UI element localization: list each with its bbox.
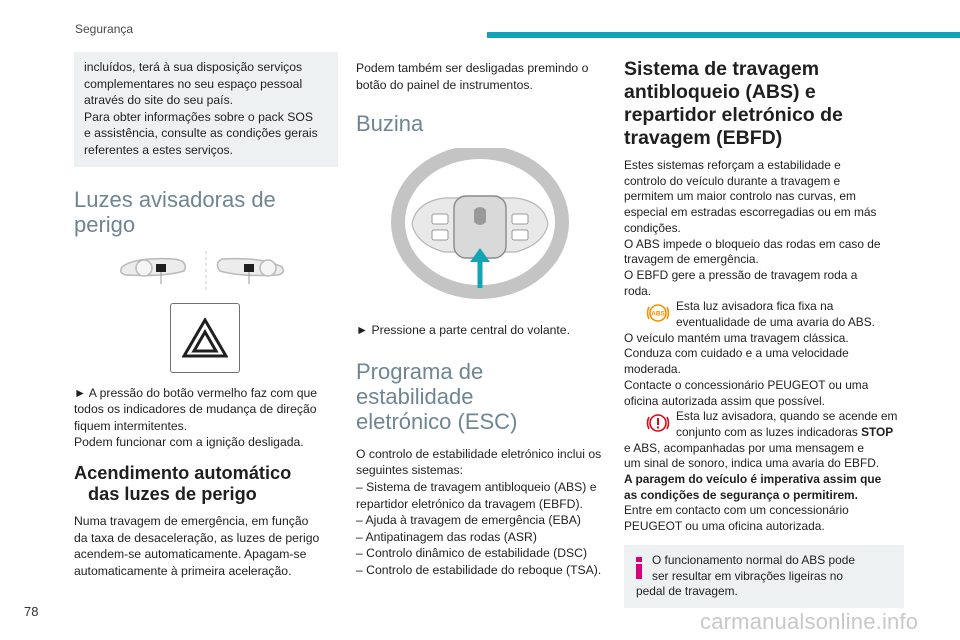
text-line: roda. xyxy=(624,283,652,298)
text-line: condições. xyxy=(624,220,681,235)
text-line: fiquem intermitentes. xyxy=(74,418,188,433)
text-line: da taxa de desaceleração, as luzes de perigo xyxy=(74,530,320,545)
text-fragment: conjunto com as luzes indicadoras xyxy=(676,424,862,439)
text-line: ser resultar em vibrações ligeiras no xyxy=(652,568,843,583)
title-line: Luzes avisadoras de xyxy=(74,186,276,212)
list-item: – Ajuda à travagem de emergência (EBA) xyxy=(356,513,581,528)
title-line: Sistema de travagem xyxy=(624,58,820,80)
abs-icon-label: ABS xyxy=(651,310,665,318)
auto-hazard-title xyxy=(74,463,338,505)
abs-ebfd-title xyxy=(624,58,904,150)
info-line: complementares no seu espaço pessoal xyxy=(84,76,303,91)
title-line: das luzes de perigo xyxy=(88,483,257,504)
info-line: Para obter informações sobre o pack SOS xyxy=(84,109,313,124)
title-line: Programa de estabilidade xyxy=(356,358,484,409)
text-line: todos os indicadores de mudança de direção xyxy=(74,402,317,417)
header-accent-bar xyxy=(487,32,960,38)
text-line: Entre em contacto com um concessionário xyxy=(624,503,849,518)
text-line: as condições de segurança o permitirem. xyxy=(624,487,858,502)
text-line: Contacte o concessionário PEUGEOT ou uma xyxy=(624,377,869,392)
horn-instruction: ► Pressione a parte central do volante. xyxy=(356,323,570,338)
text-line: Numa travagem de emergência, em função xyxy=(74,513,309,528)
list-item: – Controlo dinâmico de estabilidade (DSC) xyxy=(356,546,588,561)
column-right xyxy=(624,58,904,608)
column-middle xyxy=(356,60,606,579)
text-line: Podem também ser desligadas premindo o xyxy=(356,61,589,75)
text-line: especial em estradas escorregadias ou em más xyxy=(624,205,877,220)
text-line: botão do painel de instrumentos. xyxy=(356,77,533,92)
brake-warning-icon xyxy=(646,411,670,435)
info-line: através do site do seu país. xyxy=(84,93,234,108)
esc-title xyxy=(356,359,606,434)
horn-title: Buzina xyxy=(356,111,424,137)
text-line: travagem de emergência. xyxy=(624,252,759,267)
text-line: eventualidade de uma avaria do ABS. xyxy=(676,315,875,330)
abs-note-box xyxy=(624,545,904,608)
text-line: O veículo mantém uma travagem clássica. xyxy=(624,330,849,345)
intro-text xyxy=(356,60,606,93)
info-line: e assistência, consulte as condições gerais xyxy=(84,126,318,141)
column-left xyxy=(74,52,338,579)
hazard-button-icon xyxy=(170,303,240,373)
text-line: um sinal de sonoro, indica uma avaria do EBFD. xyxy=(624,456,880,471)
abs-warning-icon xyxy=(646,301,670,325)
title-line: travagem (EBFD) xyxy=(624,127,783,149)
text-line: acendem-se automaticamente. Apagam-se xyxy=(74,547,307,562)
hazard-instructions xyxy=(74,385,338,451)
info-line: incluídos, terá à sua disposição serviços xyxy=(84,60,303,74)
info-line: referentes a estes serviços. xyxy=(84,142,234,157)
watermark: carmanualsonline.info xyxy=(700,609,919,634)
text-line: O funcionamento normal do ABS pode xyxy=(652,552,855,567)
auto-hazard-text xyxy=(74,513,338,579)
ebfd-warning-row xyxy=(624,409,904,440)
title-line: repartidor eletrónico de xyxy=(624,104,843,126)
text-line: Podem funcionar com a ignição desligada. xyxy=(74,435,304,450)
text-line: controlo do veículo durante a travagem e xyxy=(624,173,841,188)
text-line: automaticamente à primeira aceleração. xyxy=(74,563,292,578)
abs-after-text xyxy=(624,331,904,410)
text-line: oficina autorizada assim que possível. xyxy=(624,393,825,408)
list-item: repartidor eletrónico da travagem (EBFD). xyxy=(356,496,583,511)
abs-body xyxy=(624,158,904,299)
text-line: e ABS, acompanhadas por uma mensagem e xyxy=(624,440,864,455)
text-line: permitem um maior controlo nas curvas, em xyxy=(624,189,856,204)
title-line: eletrónico (ESC) xyxy=(356,408,518,434)
sos-info-box xyxy=(74,52,338,167)
hazard-lights-title xyxy=(74,187,338,237)
title-line: Acendimento automático xyxy=(74,462,292,483)
text-line: O ABS impede o bloqueio das rodas em caso de xyxy=(624,236,881,251)
dashboard-hazard-location-illustration xyxy=(74,247,338,295)
title-line: antibloqueio (ABS) e xyxy=(624,81,816,103)
text-line: Esta luz avisadora, quando se acende em xyxy=(676,409,898,424)
esc-list xyxy=(356,479,606,579)
esc-intro xyxy=(356,446,606,479)
text-line: ► A pressão do botão vermelho faz com que xyxy=(74,385,318,400)
text-line: moderada. xyxy=(624,362,681,377)
text-line: PEUGEOT ou uma oficina autorizada. xyxy=(624,519,825,534)
text-line: O controlo de estabilidade eletrónico inclui os xyxy=(356,446,602,461)
info-icon xyxy=(636,557,642,579)
title-line: perigo xyxy=(74,211,136,237)
steering-wheel-horn-illustration xyxy=(356,148,606,308)
ebfd-after-text xyxy=(624,441,904,535)
header-section-label: Segurança xyxy=(75,22,134,36)
list-item: – Controlo de estabilidade do reboque (TSA). xyxy=(356,562,602,577)
text-line: Estes sistemas reforçam a estabilidade e xyxy=(624,158,841,172)
list-item: – Sistema de travagem antibloqueio (ABS) e xyxy=(356,479,597,494)
text-line: seguintes sistemas: xyxy=(356,463,464,478)
text-line: Esta luz avisadora fica fixa na xyxy=(676,299,834,314)
list-item: – Antipatinagem das rodas (ASR) xyxy=(356,529,537,544)
stop-keyword: STOP xyxy=(861,424,894,439)
text-line xyxy=(676,425,904,441)
text-line: A paragem do veículo é imperativa assim que xyxy=(624,472,882,487)
page-number: 78 xyxy=(24,604,39,619)
abs-warning-row xyxy=(624,299,904,330)
text-line: O EBFD gere a pressão de travagem roda a xyxy=(624,267,858,282)
text-line: pedal de travagem. xyxy=(636,584,738,599)
text-line: Conduza com cuidado e a uma velocidade xyxy=(624,346,849,361)
